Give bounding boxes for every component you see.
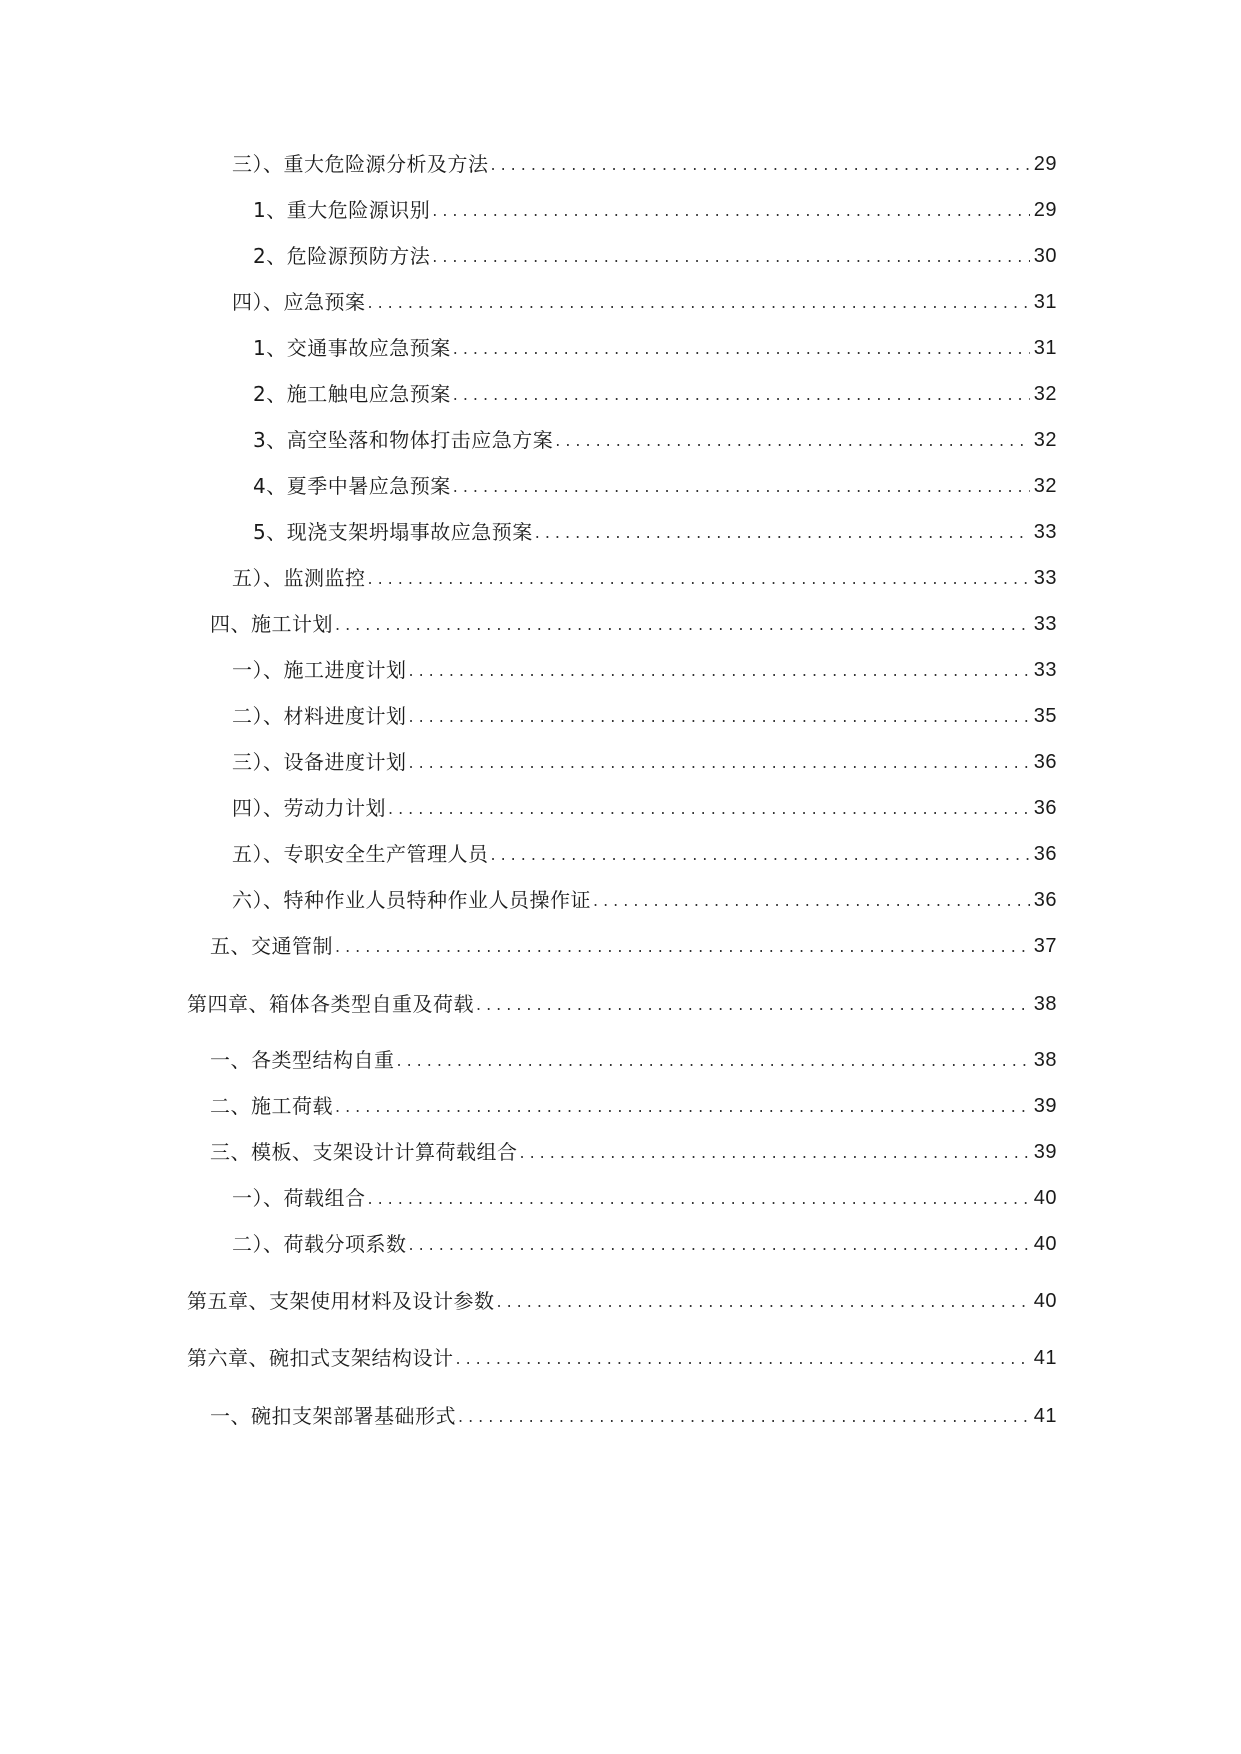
toc-page-number: 32: [1033, 429, 1057, 451]
toc-entry[interactable]: [187, 982, 1057, 1016]
toc-dot-leader: [409, 752, 1030, 774]
toc-dot-leader: [409, 706, 1030, 728]
toc-entry-title: 第四章、箱体各类型自重及荷载: [187, 992, 474, 1016]
toc-entry[interactable]: [232, 832, 1057, 866]
toc-page-number: 36: [1033, 889, 1057, 911]
toc-page-number: 38: [1033, 993, 1057, 1015]
toc-entry[interactable]: [232, 1176, 1057, 1210]
toc-dot-leader: [491, 844, 1030, 866]
toc-entry-title: 一、各类型结构自重: [210, 1048, 395, 1072]
toc-entry-title: 2、施工触电应急预案: [253, 382, 451, 406]
toc-entry[interactable]: [232, 648, 1057, 682]
toc-page-number: 38: [1033, 1049, 1057, 1071]
toc-entry[interactable]: [232, 740, 1057, 774]
toc-entry[interactable]: [187, 1279, 1057, 1313]
toc-entry-title: 二）、材料进度计划: [232, 704, 407, 728]
toc-entry[interactable]: [253, 326, 1057, 360]
toc-entry-title: 一、碗扣支架部署基础形式: [210, 1404, 456, 1428]
toc-entry-title: 一）、荷载组合: [232, 1186, 366, 1210]
toc-entry[interactable]: [232, 786, 1057, 820]
toc-entry-title: 二、施工荷载: [210, 1094, 333, 1118]
toc-entry[interactable]: [253, 510, 1057, 544]
toc-entry[interactable]: [232, 280, 1057, 314]
toc-entry-title: 第六章、碗扣式支架结构设计: [187, 1346, 454, 1370]
toc-dot-leader: [368, 1188, 1030, 1210]
toc-page-number: 33: [1033, 567, 1057, 589]
toc-dot-leader: [409, 660, 1030, 682]
toc-entry[interactable]: [210, 1130, 1057, 1164]
toc-entry-title: 四）、应急预案: [232, 290, 366, 314]
toc-page-number: 33: [1033, 521, 1057, 543]
toc-page-number: 36: [1033, 797, 1057, 819]
toc-dot-leader: [458, 1406, 1030, 1428]
toc-page-number: 41: [1033, 1347, 1057, 1369]
toc-dot-leader: [453, 476, 1030, 498]
toc-entry-title: 1、交通事故应急预案: [253, 336, 451, 360]
toc-dot-leader: [368, 568, 1030, 590]
toc-entry[interactable]: [232, 694, 1057, 728]
toc-page-number: 41: [1033, 1405, 1057, 1427]
toc-page-number: 29: [1033, 199, 1057, 221]
toc-dot-leader: [497, 1291, 1030, 1313]
toc-entry[interactable]: [253, 372, 1057, 406]
toc-dot-leader: [535, 522, 1030, 544]
toc-page-number: 39: [1033, 1141, 1057, 1163]
toc-entry-title: 3、高空坠落和物体打击应急方案: [253, 428, 554, 452]
toc-entry[interactable]: [253, 464, 1057, 498]
toc-dot-leader: [593, 890, 1030, 912]
toc-dot-leader: [453, 384, 1030, 406]
toc-entry-title: 1、重大危险源识别: [253, 198, 431, 222]
toc-page-number: 31: [1033, 291, 1057, 313]
toc-entry-title: 六）、特种作业人员特种作业人员操作证: [232, 888, 591, 912]
toc-entry-title: 五、交通管制: [210, 934, 333, 958]
toc-entry-title: 4、夏季中暑应急预案: [253, 474, 451, 498]
toc-entry-title: 三）、重大危险源分析及方法: [232, 152, 489, 176]
toc-entry[interactable]: [253, 188, 1057, 222]
toc-entry-title: 四）、劳动力计划: [232, 796, 386, 820]
toc-entry-title: 第五章、支架使用材料及设计参数: [187, 1289, 495, 1313]
toc-page-number: 39: [1033, 1095, 1057, 1117]
toc-dot-leader: [409, 1234, 1030, 1256]
toc-dot-leader: [335, 614, 1030, 636]
toc-entry[interactable]: [232, 556, 1057, 590]
toc-entry[interactable]: [232, 878, 1057, 912]
toc-page-number: 40: [1033, 1233, 1057, 1255]
toc-entry[interactable]: [210, 1394, 1057, 1428]
toc-page-number: 31: [1033, 337, 1057, 359]
toc-dot-leader: [432, 246, 1030, 268]
toc-entry-title: 5、现浇支架坍塌事故应急预案: [253, 520, 533, 544]
toc-page-number: 32: [1033, 383, 1057, 405]
toc-page-number: 36: [1033, 843, 1057, 865]
toc-entry[interactable]: [210, 924, 1057, 958]
toc-dot-leader: [368, 292, 1030, 314]
toc-entry-title: 二）、荷载分项系数: [232, 1232, 407, 1256]
toc-dot-leader: [491, 154, 1030, 176]
toc-entry[interactable]: [253, 234, 1057, 268]
toc-dot-leader: [432, 200, 1030, 222]
toc-entry-title: 一）、施工进度计划: [232, 658, 407, 682]
toc-entry[interactable]: [232, 1222, 1057, 1256]
toc-dot-leader: [456, 1348, 1030, 1370]
toc-entry[interactable]: [187, 1336, 1057, 1370]
toc-page-number: 37: [1033, 935, 1057, 957]
toc-entry[interactable]: [210, 602, 1057, 636]
toc-entry-title: 三）、设备进度计划: [232, 750, 407, 774]
toc-dot-leader: [397, 1050, 1030, 1072]
toc-dot-leader: [388, 798, 1030, 820]
toc-entry[interactable]: [232, 142, 1057, 176]
toc-page-number: 36: [1033, 751, 1057, 773]
toc-page-number: 33: [1033, 659, 1057, 681]
toc-entry[interactable]: [210, 1038, 1057, 1072]
toc-page-number: 29: [1033, 153, 1057, 175]
toc-dot-leader: [476, 994, 1030, 1016]
toc-dot-leader: [520, 1142, 1030, 1164]
toc-entry-title: 三、模板、支架设计计算荷载组合: [210, 1140, 518, 1164]
toc-entry[interactable]: [253, 418, 1057, 452]
toc-entry-title: 2、危险源预防方法: [253, 244, 431, 268]
toc-page-number: 35: [1033, 705, 1057, 727]
toc-page-number: 32: [1033, 475, 1057, 497]
toc-page-number: 40: [1033, 1290, 1057, 1312]
toc-entry-title: 五）、专职安全生产管理人员: [232, 842, 489, 866]
toc-dot-leader: [335, 936, 1030, 958]
toc-page-number: 30: [1033, 245, 1057, 267]
toc-dot-leader: [555, 430, 1030, 452]
toc-page-number: 33: [1033, 613, 1057, 635]
toc-dot-leader: [453, 338, 1030, 360]
toc-entry-title: 四、施工计划: [210, 612, 333, 636]
toc-entry[interactable]: [210, 1084, 1057, 1118]
toc-entry-title: 五）、监测监控: [232, 566, 366, 590]
toc-dot-leader: [335, 1096, 1030, 1118]
toc-page-number: 40: [1033, 1187, 1057, 1209]
